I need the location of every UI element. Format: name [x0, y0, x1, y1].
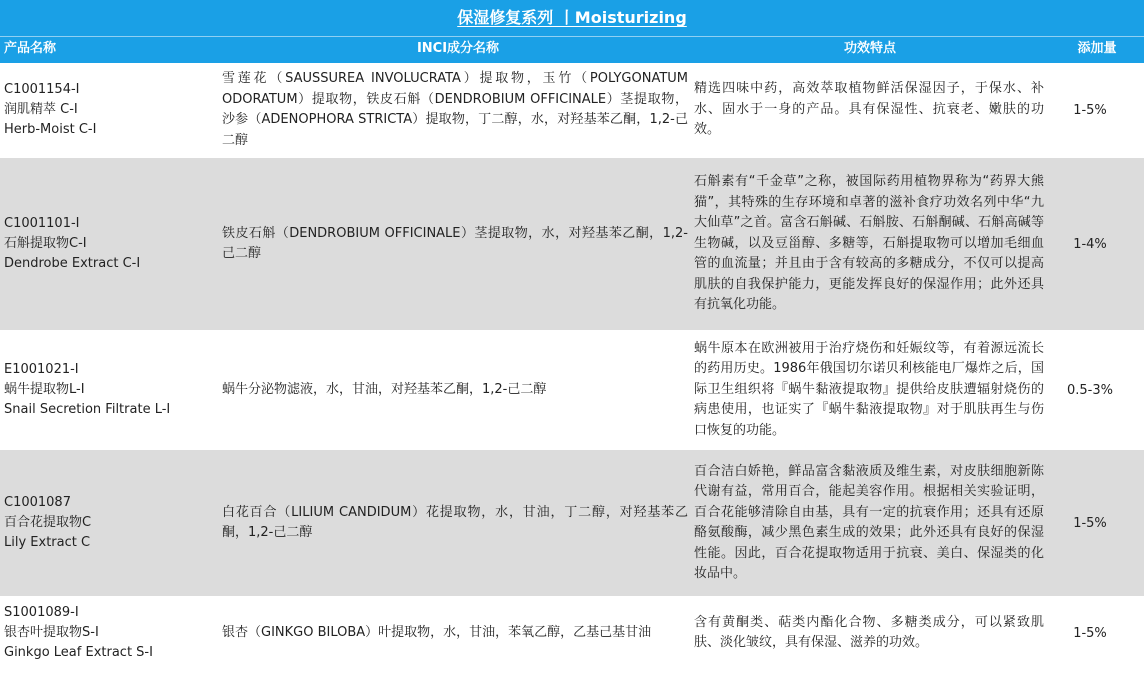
- header-product-name: 产品名称: [4, 41, 57, 56]
- inci-text: 雪莲花（SAUSSUREA INVOLUCRATA）提取物，玉竹（POLYGONATUM ODORATUM）提取物，铁皮石斛（DENDROBIUM OFFICINALE）茎提取物，沙参（ADENOPHORA STRICTA）提取物，丁二醇，水，对羟基苯乙酮，1,2-己二醇: [222, 71, 688, 148]
- features-text: 含有黄酮类、萜类内酯化合物、多糖类成分，可以紧致肌肤、淡化皱纹，具有保湿、滋养的功效。: [694, 614, 1044, 650]
- product-name-en: Ginkgo Leaf Extract S-I: [4, 645, 153, 660]
- product-name-cn: 蜗牛提取物L-I: [4, 382, 85, 397]
- inci-text: 蜗牛分泌物滤液，水，甘油，对羟基苯乙酮，1,2-己二醇: [222, 381, 547, 397]
- inci-text: 白花百合（LILIUM CANDIDUM）花提取物，水，甘油，丁二醇，对羟基苯乙酮，1,2-己二醇: [222, 504, 688, 540]
- product-code: C1001101-I: [4, 216, 80, 231]
- features-cell: [694, 450, 1044, 596]
- table-row: [0, 331, 1144, 450]
- product-name-cn: 石斛提取物C-I: [4, 236, 87, 251]
- features-cell: [694, 158, 1044, 330]
- header-inci: INCI成分名称: [416, 41, 500, 56]
- dosage-cell: 1-5%: [1073, 515, 1107, 531]
- product-name-cn: 润肌精萃 C-I: [4, 102, 78, 117]
- product-name-en: Lily Extract C: [4, 535, 91, 550]
- inci-text: 铁皮石斛（DENDROBIUM OFFICINALE）茎提取物，水，对羟基苯乙酮，1,2-己二醇: [222, 225, 688, 261]
- product-code: E1001021-I: [4, 362, 79, 377]
- features-text: 精选四味中药，高效萃取植物鲜活保湿因子，于保水、补水、固水于一身的产品。具有保湿性、抗衰老、嫩肤的功效。: [694, 81, 1044, 138]
- product-code: C1001154-I: [4, 82, 80, 97]
- inci-cell: [222, 63, 688, 157]
- table-row: [0, 597, 1144, 670]
- inci-cell: [222, 158, 688, 330]
- product-name-en: Snail Secretion Filtrate L-I: [4, 402, 171, 417]
- dosage-cell: 0.5-3%: [1067, 382, 1113, 398]
- table-row: [0, 450, 1144, 597]
- features-cell: [694, 63, 1044, 157]
- product-name-cell: [4, 158, 214, 330]
- dosage-cell: 1-4%: [1073, 236, 1107, 252]
- table-row: [0, 63, 1144, 158]
- features-text: 百合洁白娇艳，鲜品富含黏液质及维生素，对皮肤细胞新陈代谢有益，常用百合，能起美容作用。根据相关实验证明，百合花能够清除自由基，具有一定的抗衰作用；还具有还原酪氨酸酶，减少黑色素生成的效果；此外还具有良好的保湿性能。因此，百合花提取物适用于抗衰、美白、保湿类的化妆品中。: [694, 463, 1044, 581]
- inci-cell: [222, 331, 688, 449]
- features-text: 石斛素有“千金草”之称，被国际药用植物界称为“药界大熊猫”，其特殊的生存环境和卓著的滋补食疗功效名列中华“九大仙草”之首。富含石斛碱、石斛胺、石斛酮碱、石斛高碱等生物碱，以及豆甾醇、多糖等，石斛提取物可以增加毛细血管的血流量；并且由于含有较高的多糖成分，不仅可以提高肌肤的自我保护能力，更能发挥良好的保湿作用；此外还具有抗氧化功能。: [694, 174, 1044, 313]
- inci-cell: [222, 450, 688, 596]
- header-features: 功效特点: [843, 41, 896, 56]
- table-header: [0, 36, 1144, 63]
- dosage-cell: 1-5%: [1073, 625, 1107, 641]
- product-name-cell: [4, 450, 214, 596]
- product-code: C1001087: [4, 495, 71, 510]
- product-name-cn: 百合花提取物C: [4, 515, 92, 530]
- product-name-cn: 银杏叶提取物S-I: [4, 625, 99, 640]
- product-name-en: Herb-Moist C-I: [4, 122, 97, 137]
- inci-cell: [222, 597, 688, 669]
- table-row: [0, 158, 1144, 331]
- header-dosage: 添加量: [1077, 41, 1117, 56]
- product-name-en: Dendrobe Extract C-I: [4, 256, 141, 271]
- product-name-cell: [4, 63, 214, 157]
- product-code: S1001089-I: [4, 605, 79, 620]
- features-text: 蜗牛原本在欧洲被用于治疗烧伤和妊娠纹等，有着源远流长的药用历史。1986年俄国切尔诺贝利核能电厂爆炸之后，国际卫生组织将『蜗牛黏液提取物』提供给皮肤遭辐射烧伤的病患使用，也证实了『蜗牛黏液提取物』对于肌肤再生与伤口恢复的功能。: [694, 340, 1044, 438]
- inci-text: 银杏（GINKGO BILOBA）叶提取物，水，甘油，苯氧乙醇，乙基己基甘油: [222, 624, 652, 640]
- dosage-cell: 1-5%: [1073, 102, 1107, 118]
- product-name-cell: [4, 331, 214, 449]
- features-cell: [694, 597, 1044, 669]
- product-name-cell: [4, 597, 214, 669]
- features-cell: [694, 331, 1044, 449]
- sheet-title: 保湿修复系列 丨Moisturizing: [0, 0, 1144, 36]
